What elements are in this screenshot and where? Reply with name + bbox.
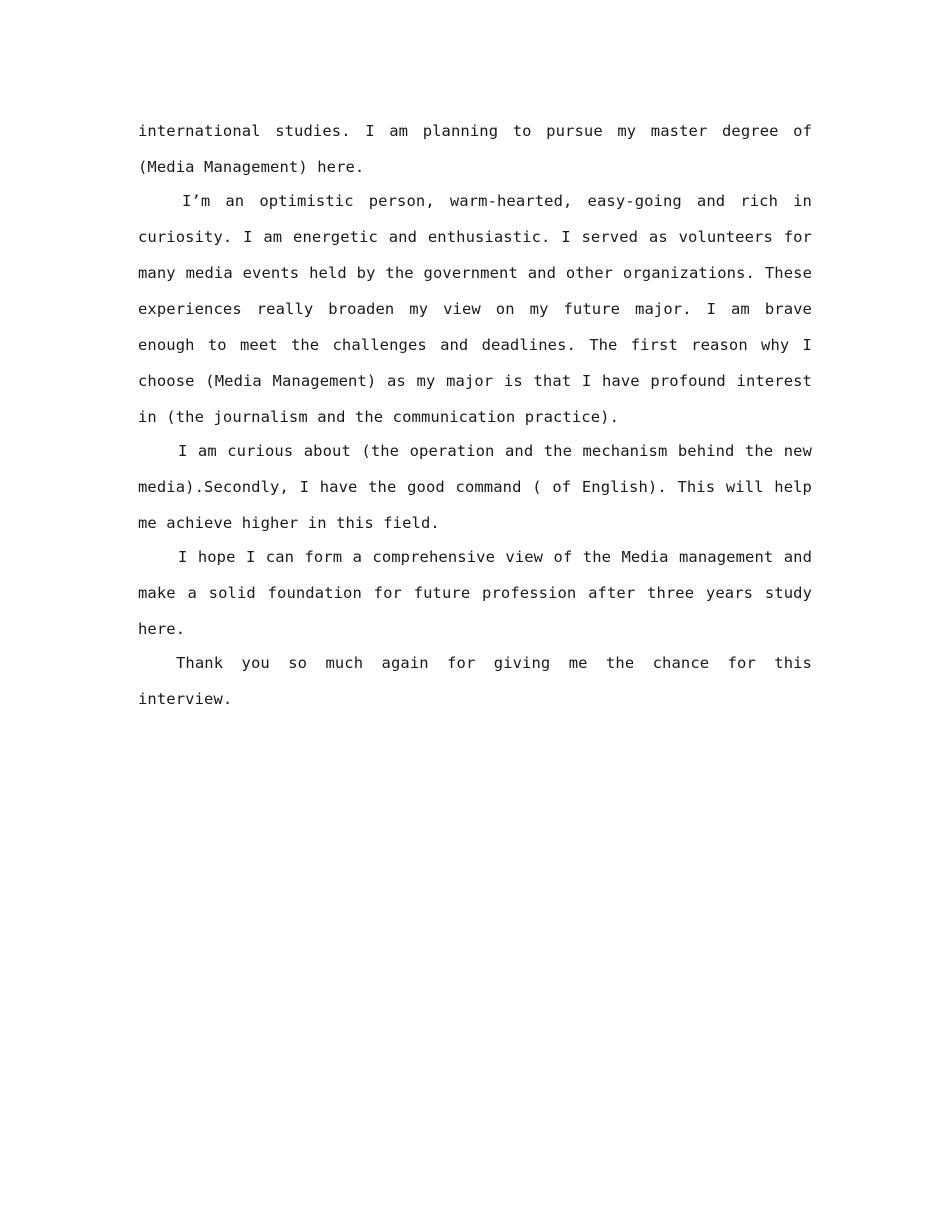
paragraph-2: I’m an optimistic person, warm-hearted, easy-going and rich in curiosity. I am energetic and enthusiastic. I served as volunteers for many media events held by the government and other organizations. These experiences really broaden my view on my future major. I am brave enough to meet the challenges and deadlines. The first reason why I choose (Media Management) as my major is that I have profound interest in (the journalism and the communication practice). xyxy=(138,192,812,426)
document-body xyxy=(138,113,812,715)
paragraph-3: I am curious about (the operation and the mechanism behind the new media).Secondly, I have the good command ( of English). This will help me achieve higher in this field. xyxy=(138,442,812,532)
paragraph-4: I hope I can form a comprehensive view of the Media management and make a solid foundation for future profession after three years study here. xyxy=(138,548,812,638)
paragraph-5: Thank you so much again for giving me the chance for this interview. xyxy=(138,654,812,708)
paragraph-1: international studies. I am planning to pursue my master degree of (Media Management) here. xyxy=(138,122,812,176)
